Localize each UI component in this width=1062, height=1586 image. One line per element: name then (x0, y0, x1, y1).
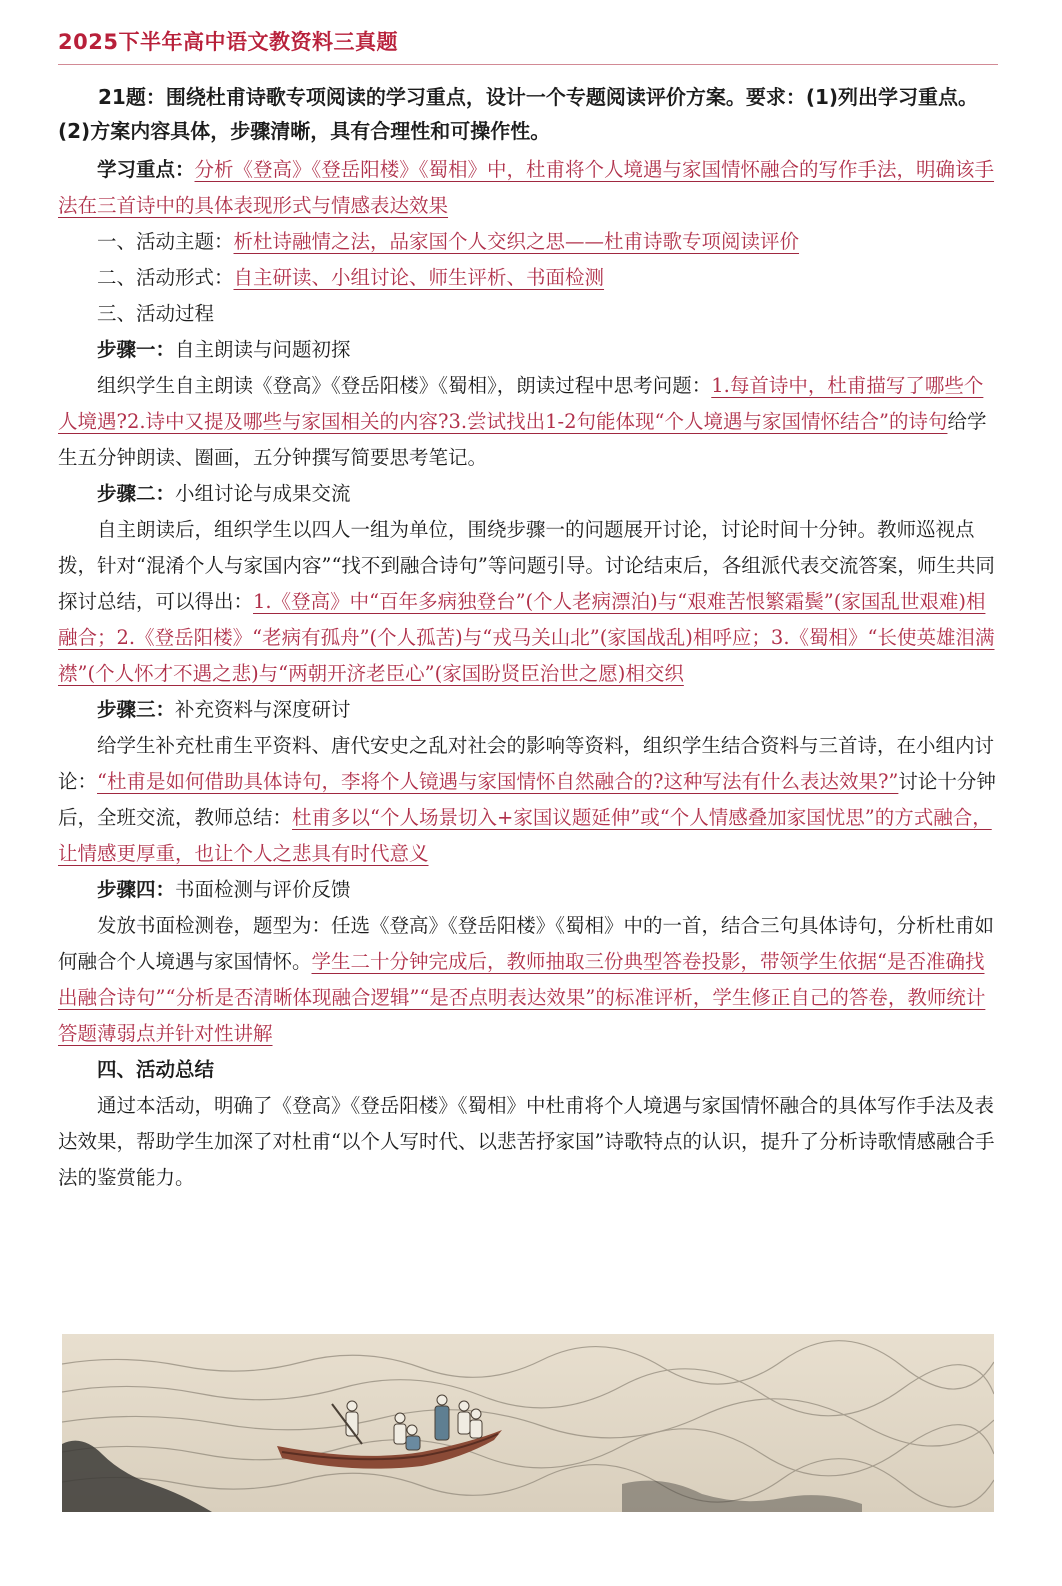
step1-label: 步骤一： (97, 338, 176, 361)
step2-paragraph (58, 512, 998, 692)
form-label: 二、活动形式： (97, 266, 234, 289)
focus-answer: 分析《登高》《登岳阳楼》《蜀相》中，杜甫将个人境遇与家国情怀融合的写作手法，明确该手法在三首诗中的具体表现形式与情感表达效果 (58, 158, 995, 217)
header-divider (58, 64, 998, 65)
step4-label: 步骤四： (97, 878, 176, 901)
step3-title: 补充资料与深度研讨 (175, 698, 351, 721)
step4-paragraph (58, 908, 998, 1052)
focus-label: 学习重点： (97, 158, 195, 181)
step2-title: 小组讨论与成果交流 (175, 482, 351, 505)
step3-text1: 给学生补充杜甫生平资料、唐代安史之乱对社会的影响等资料，组织学生结合资料与三首诗，在小组内讨论： (58, 734, 995, 793)
form-answer: 自主研读、小组讨论、师生评析、书面检测 (233, 266, 605, 289)
step4-answer: 学生二十分钟完成后，教师抽取三份典型答卷投影，带领学生依据“是否准确找出融合诗句”“分析是否清晰体现融合逻辑”“是否点明表达效果”的标准评析，学生修正自己的答卷，教师统计答题薄弱点并针对性讲解 (58, 950, 986, 1045)
theme-paragraph (58, 224, 998, 260)
content-body (58, 80, 998, 1196)
question-text: 21题：围绕杜甫诗歌专项阅读的学习重点，设计一个专题阅读评价方案。要求：(1)列出学习重点。(2)方案内容具体，步骤清晰，具有合理性和可操作性。 (58, 85, 979, 143)
step1-paragraph (58, 368, 998, 476)
step3-label: 步骤三： (97, 698, 176, 721)
step1-answer: 1.每首诗中，杜甫描写了哪些个人境遇?2.诗中又提及哪些与家国相关的内容?3.尝试找出1-2句能体现“个人境遇与家国情怀结合”的诗句 (58, 374, 984, 433)
form-paragraph (58, 260, 998, 296)
step1-text2: 给学生五分钟朗读、圈画，五分钟撰写简要思考笔记。 (58, 410, 987, 469)
theme-label: 一、活动主题： (97, 230, 234, 253)
process-heading: 三、活动过程 (97, 302, 215, 325)
step1-text1: 组织学生自主朗读《登高》《登岳阳楼》《蜀相》，朗读过程中思考问题： (97, 374, 712, 397)
step4-text1: 发放书面检测卷，题型为：任选《登高》《登岳阳楼》《蜀相》中的一首，结合三句具体诗句，分析杜甫如何融合个人境遇与家国情怀。 (58, 914, 995, 973)
step2-answer: 1.《登高》中“百年多病独登台”(个人老病漂泊)与“艰难苦恨繁霜鬓”(家国乱世艰难)相融合；2.《登岳阳楼》“老病有孤舟”(个人孤苦)与“戎马关山北”(家国战乱)相呼应；3.《蜀相》“长使英雄泪满襟”(个人怀才不遇之悲)与“两朝开济老臣心”(家国盼贤臣治世之愿)相交织 (58, 590, 995, 685)
step3-paragraph (58, 728, 998, 872)
summary-paragraph: 通过本活动，明确了《登高》《登岳阳楼》《蜀相》中杜甫将个人境遇与家国情怀融合的具体写作手法及表达效果，帮助学生加深了对杜甫“以个人写时代、以悲苦抒家国”诗歌特点的认识，提升了分析诗歌情感融合手法的鉴赏能力。 (58, 1094, 995, 1189)
step3-heading (58, 692, 998, 728)
step2-heading (58, 476, 998, 512)
step3-answer2: 杜甫多以“个人场景切入+家国议题延伸”或“个人情感叠加家国忧思”的方式融合，让情感更厚重，也让个人之悲具有时代意义 (58, 806, 992, 865)
step3-text2: 讨论十分钟后，全班交流，教师总结： (58, 770, 996, 829)
step2-label: 步骤二： (97, 482, 176, 505)
step2-text1: 自主朗读后，组织学生以四人一组为单位，围绕步骤一的问题展开讨论，讨论时间十分钟。教师巡视点拨，针对“混淆个人与家国内容”“找不到融合诗句”等问题引导。讨论结束后，各组派代表交流答案，师生共同探讨总结，可以得出： (58, 518, 995, 613)
boat-painting-image (62, 1334, 994, 1512)
step1-heading (58, 332, 998, 368)
theme-answer: 析杜诗融情之法，品家国个人交织之思——杜甫诗歌专项阅读评价 (233, 230, 800, 253)
step3-answer1: “杜甫是如何借助具体诗句，李将个人镜遇与家国情怀自然融合的?这种写法有什么表达效果?” (97, 770, 899, 793)
focus-paragraph (58, 152, 998, 224)
step1-title: 自主朗读与问题初探 (175, 338, 351, 361)
summary-heading: 四、活动总结 (97, 1058, 215, 1081)
boat-painting-svg (62, 1334, 994, 1512)
step4-title: 书面检测与评价反馈 (175, 878, 351, 901)
header-title: 2025下半年高中语文教资料三真题 (58, 30, 398, 54)
step4-heading (58, 872, 998, 908)
